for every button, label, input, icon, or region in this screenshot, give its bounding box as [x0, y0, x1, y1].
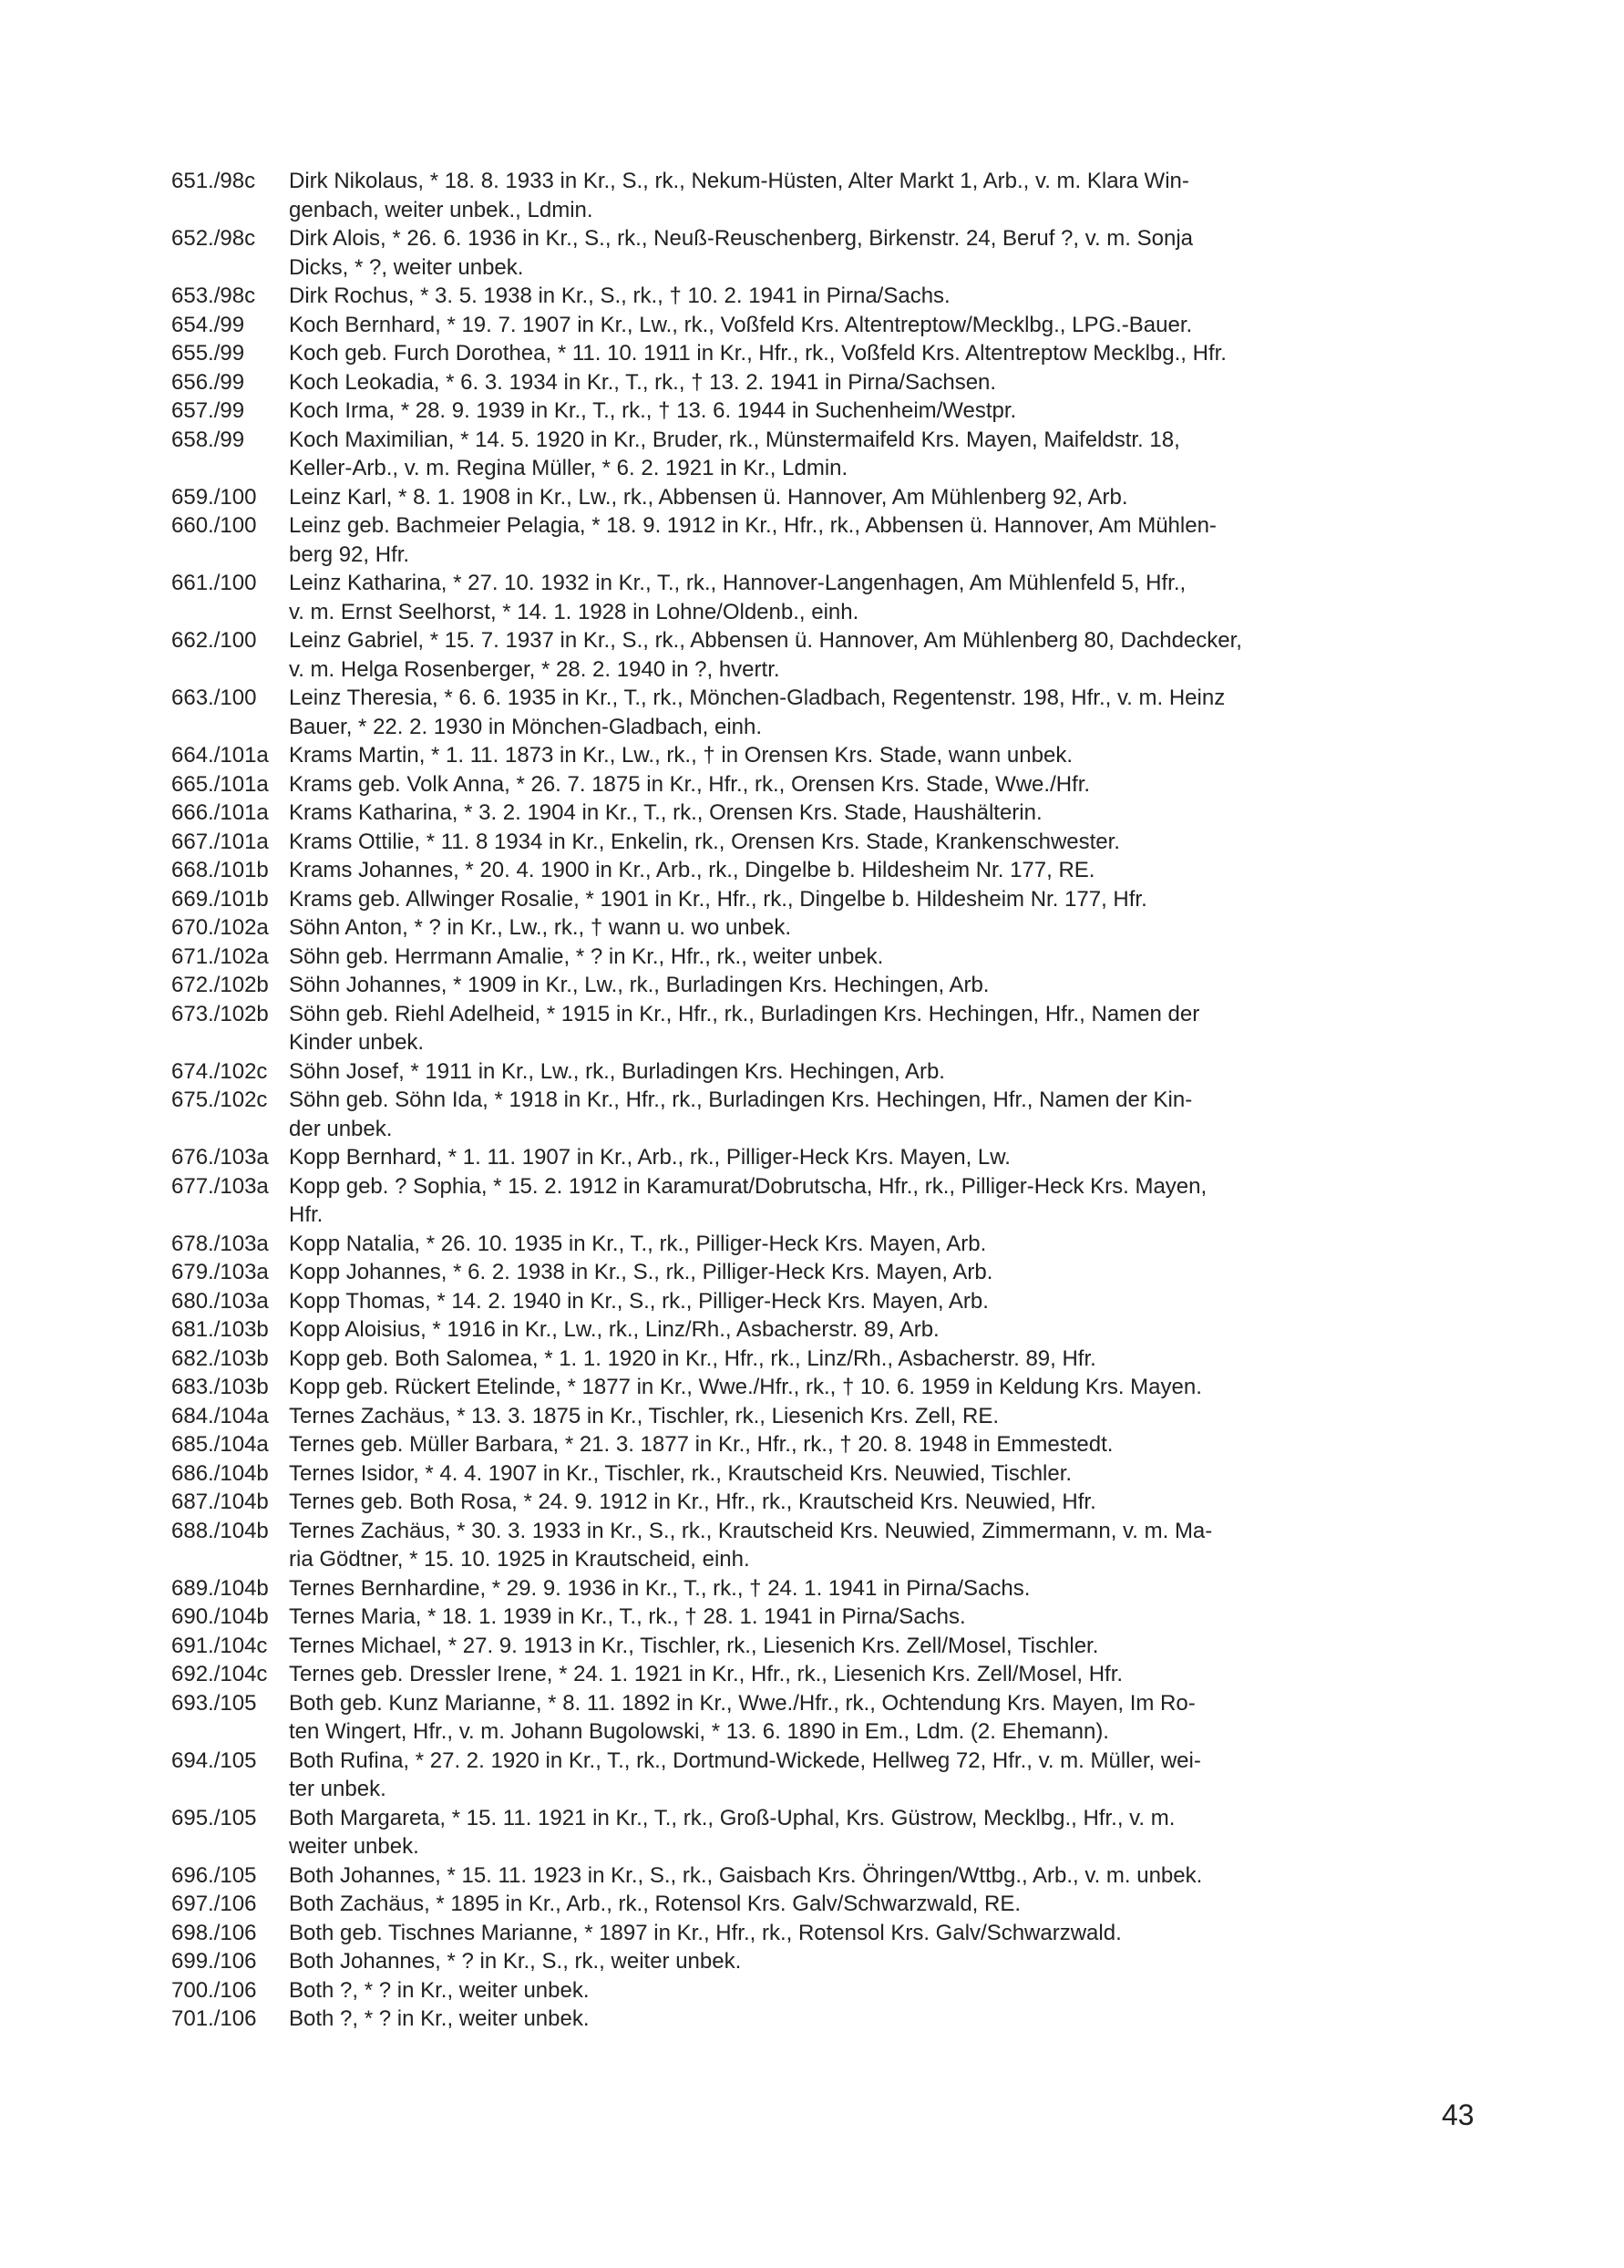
entry-row — [171, 339, 1484, 368]
entry-row — [171, 1172, 1484, 1230]
entry-text: Koch Bernhard, * 19. 7. 1907 in Kr., Lw., rk., Voßfeld Krs. Altentreptow/Mecklbg., LPG.-Bauer. — [289, 312, 1193, 337]
entry-row — [171, 1804, 1484, 1861]
entry-number: 697./106 — [171, 1892, 257, 1916]
entry-text: Ternes Michael, * 27. 9. 1913 in Kr., Tischler, rk., Liesenich Krs. Zell/Mosel, Tischler. — [289, 1633, 1099, 1658]
entry-row — [171, 770, 1484, 799]
entry-text: Leinz Karl, * 8. 1. 1908 in Kr., Lw., rk., Abbensen ü. Hannover, Am Mühlenberg 92, Arb. — [289, 484, 1128, 510]
entry-row — [171, 1230, 1484, 1259]
entry-text: Kopp Johannes, * 6. 2. 1938 in Kr., S., rk., Pilliger-Heck Krs. Mayen, Arb. — [289, 1260, 993, 1284]
entry-number: 684./104a — [171, 1403, 269, 1428]
entry-text: Söhn Josef, * 1911 in Kr., Lw., rk., Burladingen Krs. Hechingen, Arb. — [289, 1058, 945, 1084]
entry-number: 681./103b — [171, 1317, 269, 1342]
entry-row — [171, 1143, 1484, 1172]
entry-text: Koch Maximilian, * 14. 5. 1920 in Kr., Bruder, rk., Münstermaifeld Krs. Mayen, Maifeldstr. 18, Keller-Arb., v. m. Regina Müller, * 6. 2. 1921 in Kr., Ldmin. — [289, 427, 1180, 480]
entry-row — [171, 1000, 1484, 1057]
entry-text: Ternes geb. Müller Barbara, * 21. 3. 1877 in Kr., Hfr., rk., † 20. 8. 1948 in Emmestedt. — [289, 1432, 1114, 1457]
entry-text: Leinz geb. Bachmeier Pelagia, * 18. 9. 1912 in Kr., Hfr., rk., Abbensen ü. Hannover, Am Mühlen- berg 92, Hfr. — [289, 513, 1217, 567]
entry-row — [171, 1258, 1484, 1287]
entry-row — [171, 1057, 1484, 1087]
entry-text: Söhn geb. Herrmann Amalie, * ? in Kr., Hfr., rk., weiter unbek. — [289, 943, 884, 969]
entry-text: Kopp geb. ? Sophia, * 15. 2. 1912 in Karamurat/Dobrutscha, Hfr., rk., Pilliger-Heck Krs. Mayen, Hfr. — [289, 1173, 1208, 1227]
entry-text: Krams Ottilie, * 11. 8 1934 in Kr., Enkelin, rk., Orensen Krs. Stade, Krankenschwester. — [289, 829, 1120, 854]
entry-text: Dirk Alois, * 26. 6. 1936 in Kr., S., rk., Neuß-Reuschenberg, Birkenstr. 24, Beruf ?, v. m. Sonja Dicks, * ?, weiter unbek. — [289, 226, 1194, 280]
entry-number: 685./104a — [171, 1432, 269, 1457]
entry-number: 670./102a — [171, 915, 269, 940]
entry-text: Kopp Bernhard, * 1. 11. 1907 in Kr., Arb., rk., Pilliger-Heck Krs. Mayen, Lw. — [289, 1145, 1011, 1170]
entry-row — [171, 511, 1484, 569]
entry-number: 656./99 — [171, 369, 245, 395]
entry-row — [171, 856, 1484, 885]
entry-number: 664./101a — [171, 743, 269, 768]
entry-number: 682./103b — [171, 1345, 269, 1371]
entry-text: Krams Johannes, * 20. 4. 1900 in Kr., Arb., rk., Dingelbe b. Hildesheim Nr. 177, RE. — [289, 858, 1095, 882]
entry-row — [171, 1660, 1484, 1689]
entry-number: 691./104c — [171, 1633, 268, 1658]
entry-number: 699./106 — [171, 1949, 257, 1974]
entry-number: 683./103b — [171, 1375, 269, 1399]
entry-text: Söhn Anton, * ? in Kr., Lw., rk., † wann u. wo unbek. — [289, 915, 792, 940]
entry-text: Both Rufina, * 27. 2. 1920 in Kr., T., rk., Dortmund-Wickede, Hellweg 72, Hfr., v. m. Müller, wei- ter unbek. — [289, 1747, 1201, 1801]
entry-text: Krams geb. Volk Anna, * 26. 7. 1875 in Kr., Hfr., rk., Orensen Krs. Stade, Wwe./Hfr. — [289, 771, 1091, 797]
entry-text: Koch Leokadia, * 6. 3. 1934 in Kr., T., rk., † 13. 2. 1941 in Pirna/Sachsen. — [289, 369, 997, 395]
entry-text: Krams Martin, * 1. 11. 1873 in Kr., Lw., rk., † in Orensen Krs. Stade, wann unbek. — [289, 743, 1073, 768]
entry-row — [171, 741, 1484, 770]
entry-text: Kopp Thomas, * 14. 2. 1940 in Kr., S., rk., Pilliger-Heck Krs. Mayen, Arb. — [289, 1288, 989, 1314]
entry-number: 661./100 — [171, 571, 257, 595]
entry-row — [171, 1919, 1484, 1948]
entry-number: 674./102c — [171, 1058, 268, 1084]
entry-text: Both geb. Tischnes Marianne, * 1897 in Kr., Hfr., rk., Rotensol Krs. Galv/Schwarzwald. — [289, 1920, 1122, 1945]
page-number: 43 — [1442, 2098, 1475, 2131]
entry-number: 678./103a — [171, 1231, 269, 1256]
entry-number: 693./105 — [171, 1690, 257, 1716]
entry-text: Both geb. Kunz Marianne, * 8. 11. 1892 in Kr., Wwe./Hfr., rk., Ochtendung Krs. Mayen, Im Ro- ten Wingert, Hfr., v. m. Johann Bugolowski, * 13. 6. 1890 in Em., Ldm. (2. Ehemann). — [289, 1690, 1196, 1744]
entry-text: Both ?, * ? in Kr., weiter unbek. — [289, 1977, 590, 2003]
entry-number: 652./98c — [171, 226, 256, 251]
entry-row — [171, 1402, 1484, 1431]
entry-text: Ternes geb. Dressler Irene, * 24. 1. 1921 in Kr., Hfr., rk., Liesenich Krs. Zell/Mosel, Hfr. — [289, 1662, 1124, 1686]
entry-number: 668./101b — [171, 858, 269, 882]
entry-text: Both Johannes, * 15. 11. 1923 in Kr., S., rk., Gaisbach Krs. Öhringen/Wttbg., Arb., v. m. unbek. — [289, 1862, 1203, 1888]
entry-text: Both ?, * ? in Kr., weiter unbek. — [289, 2006, 590, 2031]
entry-number: 696./105 — [171, 1862, 257, 1888]
entry-row — [171, 943, 1484, 972]
entry-row — [171, 1861, 1484, 1891]
entry-number: 669./101b — [171, 886, 269, 912]
entry-row — [171, 282, 1484, 311]
entry-row — [171, 1632, 1484, 1661]
entry-text: Leinz Katharina, * 27. 10. 1932 in Kr., T., rk., Hannover-Langenhagen, Am Mühlenfeld 5, Hfr., v. m. Ernst Seelhorst, * 14. 1. 1928 in Lohne/Oldenb., einh. — [289, 571, 1187, 624]
entry-row — [171, 684, 1484, 741]
entry-number: 701./106 — [171, 2006, 257, 2031]
entry-number: 654./99 — [171, 312, 245, 337]
entry-row — [171, 913, 1484, 943]
entry-number: 688./104b — [171, 1518, 269, 1543]
entry-number: 673./102b — [171, 1001, 269, 1026]
entry-number: 663./100 — [171, 686, 257, 710]
entry-row — [171, 799, 1484, 828]
entry-text: Söhn geb. Riehl Adelheid, * 1915 in Kr., Hfr., rk., Burladingen Krs. Hechingen, Hfr., Namen der Kinder unbek. — [289, 1001, 1200, 1055]
entry-row — [171, 1689, 1484, 1747]
entry-number: 651./98c — [171, 169, 256, 193]
entry-text: Both Margareta, * 15. 11. 1921 in Kr., T., rk., Groß-Uphal, Krs. Güstrow, Mecklbg., Hfr., v. m. weiter unbek. — [289, 1805, 1176, 1859]
entry-row — [171, 1086, 1484, 1143]
entry-list — [171, 167, 1484, 2034]
entry-number: 665./101a — [171, 771, 269, 797]
entry-number: 694./105 — [171, 1747, 257, 1773]
entry-row — [171, 2005, 1484, 2034]
entry-text: Krams geb. Allwinger Rosalie, * 1901 in Kr., Hfr., rk., Dingelbe b. Hildesheim Nr. 177, Hfr. — [289, 886, 1147, 912]
entry-number: 657./99 — [171, 398, 245, 423]
entry-row — [171, 483, 1484, 512]
entry-text: Both Zachäus, * 1895 in Kr., Arb., rk., Rotensol Krs. Galv/Schwarzwald, RE. — [289, 1892, 1022, 1916]
entry-number: 660./100 — [171, 513, 257, 538]
entry-number: 676./103a — [171, 1145, 269, 1170]
entry-row — [171, 167, 1484, 224]
entry-row — [171, 1315, 1484, 1345]
entry-row — [171, 1345, 1484, 1374]
entry-number: 666./101a — [171, 800, 269, 825]
entry-text: Dirk Nikolaus, * 18. 8. 1933 in Kr., S., rk., Nekum-Hüsten, Alter Markt 1, Arb., v. m. Klara Win- genbach, weiter unbek., Ldmin. — [289, 169, 1189, 222]
entry-text: Dirk Rochus, * 3. 5. 1938 in Kr., S., rk., † 10. 2. 1941 in Pirna/Sachs. — [289, 284, 951, 308]
entry-row — [171, 311, 1484, 340]
entry-text: Leinz Theresia, * 6. 6. 1935 in Kr., T., rk., Mönchen-Gladbach, Regentenstr. 198, Hfr., v. m. Heinz Bauer, * 22. 2. 1930 in Mönchen-Gladbach, einh. — [289, 686, 1226, 739]
entry-row — [171, 1603, 1484, 1632]
entry-text: Both Johannes, * ? in Kr., S., rk., weiter unbek. — [289, 1949, 742, 1974]
entry-text: Kopp geb. Rückert Etelinde, * 1877 in Kr., Wwe./Hfr., rk., † 10. 6. 1959 in Keldung Krs. Mayen. — [289, 1375, 1202, 1399]
entry-number: 667./101a — [171, 829, 269, 854]
entry-number: 689./104b — [171, 1575, 269, 1601]
entry-text: Leinz Gabriel, * 15. 7. 1937 in Kr., S., rk., Abbensen ü. Hannover, Am Mühlenberg 80, Dachdecker, v. m. Helga Rosenberger, * 28. 2. 1940 in ?, hvertr. — [289, 628, 1242, 682]
entry-text: Söhn geb. Söhn Ida, * 1918 in Kr., Hfr., rk., Burladingen Krs. Hechingen, Hfr., Namen der Kin- der unbek. — [289, 1088, 1193, 1141]
entry-number: 662./100 — [171, 628, 257, 653]
entry-number: 653./98c — [171, 284, 256, 308]
entry-number: 677./103a — [171, 1173, 269, 1199]
entry-text: Ternes Zachäus, * 13. 3. 1875 in Kr., Tischler, rk., Liesenich Krs. Zell, RE. — [289, 1403, 1000, 1428]
entry-row — [171, 626, 1484, 684]
entry-number: 692./104c — [171, 1662, 268, 1686]
entry-row — [171, 1976, 1484, 2005]
entry-text: Koch Irma, * 28. 9. 1939 in Kr., T., rk., † 13. 6. 1944 in Suchenheim/Westpr. — [289, 398, 1017, 423]
entry-number: 671./102a — [171, 943, 269, 969]
entry-row — [171, 397, 1484, 426]
entry-number: 655./99 — [171, 341, 245, 366]
entry-row — [171, 569, 1484, 626]
entry-row — [171, 426, 1484, 483]
entry-text: Ternes Maria, * 18. 1. 1939 in Kr., T., rk., † 28. 1. 1941 in Pirna/Sachs. — [289, 1604, 966, 1629]
entry-row — [171, 828, 1484, 857]
entry-row — [171, 1430, 1484, 1459]
entry-row — [171, 1574, 1484, 1603]
entry-number: 700./106 — [171, 1977, 257, 2003]
entry-text: Kopp geb. Both Salomea, * 1. 1. 1920 in Kr., Hfr., rk., Linz/Rh., Asbacherstr. 89, Hfr. — [289, 1345, 1096, 1371]
entry-row — [171, 1517, 1484, 1574]
entry-number: 698./106 — [171, 1920, 257, 1945]
entry-row — [171, 368, 1484, 397]
entry-row — [171, 971, 1484, 1000]
entry-row — [171, 224, 1484, 282]
entry-row — [171, 1373, 1484, 1402]
entry-text: Ternes geb. Both Rosa, * 24. 9. 1912 in Kr., Hfr., rk., Krautscheid Krs. Neuwied, Hfr. — [289, 1490, 1096, 1514]
entry-row — [171, 1947, 1484, 1976]
entry-number: 675./102c — [171, 1088, 268, 1112]
entry-text: Ternes Zachäus, * 30. 3. 1933 in Kr., S., rk., Krautscheid Krs. Neuwied, Zimmermann, v. m. Ma- ria Gödtner, * 15. 10. 1925 in Krautscheid, einh. — [289, 1518, 1213, 1572]
entry-text: Ternes Isidor, * 4. 4. 1907 in Kr., Tischler, rk., Krautscheid Krs. Neuwied, Tischler. — [289, 1460, 1073, 1486]
entry-row — [171, 1488, 1484, 1517]
entry-number: 690./104b — [171, 1604, 269, 1629]
entry-number: 679./103a — [171, 1260, 269, 1284]
entry-row — [171, 1747, 1484, 1804]
entry-number: 686./104b — [171, 1460, 269, 1486]
entry-number: 695./105 — [171, 1805, 257, 1830]
entry-text: Söhn Johannes, * 1909 in Kr., Lw., rk., Burladingen Krs. Hechingen, Arb. — [289, 973, 990, 997]
entry-row — [171, 1287, 1484, 1316]
entry-text: Kopp Aloisius, * 1916 in Kr., Lw., rk., Linz/Rh., Asbacherstr. 89, Arb. — [289, 1317, 940, 1342]
entry-text: Kopp Natalia, * 26. 10. 1935 in Kr., T., rk., Pilliger-Heck Krs. Mayen, Arb. — [289, 1231, 987, 1256]
entry-text: Koch geb. Furch Dorothea, * 11. 10. 1911 in Kr., Hfr., rk., Voßfeld Krs. Altentreptow Mecklbg., Hfr. — [289, 341, 1227, 366]
entry-number: 672./102b — [171, 973, 269, 997]
entry-number: 659./100 — [171, 484, 257, 510]
entry-number: 680./103a — [171, 1288, 269, 1314]
entry-text: Krams Katharina, * 3. 2. 1904 in Kr., T., rk., Orensen Krs. Stade, Haushälterin. — [289, 800, 1043, 825]
entry-number: 687./104b — [171, 1490, 269, 1514]
entry-row — [171, 1459, 1484, 1489]
entry-row — [171, 885, 1484, 914]
entry-text: Ternes Bernhardine, * 29. 9. 1936 in Kr., T., rk., † 24. 1. 1941 in Pirna/Sachs. — [289, 1575, 1031, 1601]
entry-number: 658./99 — [171, 427, 245, 452]
entry-row — [171, 1890, 1484, 1919]
